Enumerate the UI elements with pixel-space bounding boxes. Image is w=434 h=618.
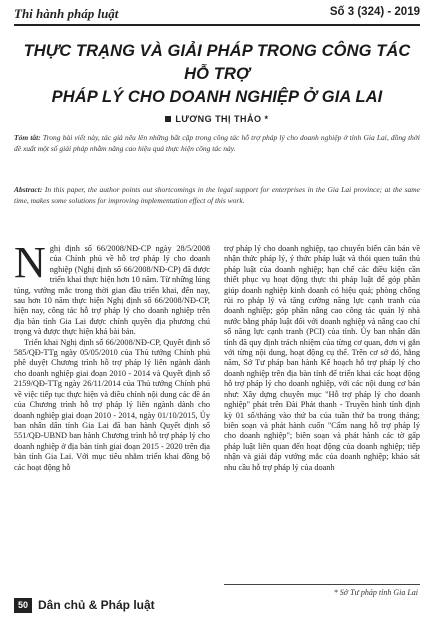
author-line — [14, 114, 420, 124]
article-title — [14, 40, 420, 109]
running-header — [14, 6, 420, 26]
title-line-1: THỰC TRẠNG VÀ GIẢI PHÁP TRONG CÔNG TÁC HỖ TRỢ — [23, 42, 411, 83]
abstract-vi-label: Tóm tắt: — [14, 133, 41, 142]
abstract-en-text: In this paper, the author points out shortcomings in the legal support for enterprises in the Gia Lai province; at the same time, makes some solutions for improving implementation effect of this work. — [14, 185, 420, 205]
abstract-vi-text: Trong bài viết này, tác giả nêu lên những bất cập trong công tác hỗ trợ pháp lý cho doanh nghiệp ở tỉnh Gia Lai, đồng thời đề xuất một số giải pháp nhằm nâng cao hiệu quả thực hiện công tác này. — [14, 133, 420, 153]
body-column-left — [14, 244, 210, 580]
body-paragraph: Triển khai Nghị định số 66/2008/NĐ-CP, Quyết định số 585/QĐ-TTg ngày 05/05/2010 của Thủ tướng Chính phủ phê duyệt Chương trình hỗ trợ pháp lý liên ngành dành cho doanh nghiệp giai đoạn 2010 - 2014 và Quyết định số 2159/QĐ-TTg ngày 26/11/2014 của Thủ tướng Chính phủ về việc tiếp tục thực hiện và điều chỉnh nội dung các đề án của Chương trình hỗ trợ pháp lý liên ngành dành cho doanh nghiệp giai đoạn 2010 - 2014, ngày 01/10/2015, Ủy ban nhân dân tỉnh Gia Lai đã ban hành Quyết định số 551/QĐ-UBND ban hành Chương trình hỗ trợ pháp lý cho doanh nghiệp ở địa bàn tỉnh giai đoạn 2015 - 2020 trên địa bàn tỉnh Gia Lai. Với mục tiêu nhằm triển khai đồng bộ các hoạt động hỗ — [14, 337, 210, 472]
title-line-2: PHÁP LÝ CHO DOANH NGHIỆP Ở GIA LAI — [51, 88, 383, 106]
issue-number: Số 3 (324) - 2019 — [329, 6, 420, 18]
abstract-en-label: Abstract: — [14, 185, 43, 194]
body-column-right — [224, 244, 420, 580]
abstract-english — [14, 185, 420, 206]
page-footer — [14, 598, 210, 614]
body-paragraph: Nghị định số 66/2008/NĐ-CP ngày 28/5/2008 của Chính phủ về hỗ trợ pháp lý cho doanh nghiệp (Nghị định số 66/2008/NĐ-CP) đã được triển khai thực hiện hơn 10 năm. Từ những lúng túng, vướng mắc trong thời gian đầu triển khai, đến nay, sau hơn 10 năm thực hiện Nghị định số 66/2008/NĐ-CP, hiện nay, công tác hỗ trợ pháp lý cho doanh nghiệp trên địa bàn tỉnh Gia Lai được chính quyền địa phương chú trọng và được thực hiện khá bài bản. — [14, 244, 210, 337]
square-bullet-icon — [165, 116, 171, 122]
journal-name: Dân chủ & Pháp luật — [38, 598, 155, 612]
footnote-text: * Sở Tư pháp tỉnh Gia Lai — [333, 588, 418, 597]
author-name: LƯƠNG THỊ THẢO * — [175, 114, 269, 124]
page-number: 50 — [14, 598, 32, 613]
body-paragraph: trợ pháp lý cho doanh nghiệp, tạo chuyển biến căn bản về nhận thức pháp lý, ý thức pháp luật và thói quen tuân thủ pháp luật của doanh nghiệp; hạn chế các điều kiện cần thiết phục vụ hoạt động thực thi pháp luật để góp phần giúp doanh nghiệp kinh doanh có hiệu quả; phòng chống rủi ro pháp lý và tăng cường năng lực cạnh tranh của doanh nghiệp; góp phần nâng cao công tác quản lý nhà nước bằng pháp luật đối với doanh nghiệp và nâng cao chỉ số năng lực cạnh tranh (PCI) của tỉnh. Ủy ban nhân dân tỉnh đã quy định trách nhiệm của từng cơ quan, đơn vị gắn với từng nội dung, hoạt động cụ thể. Trên cơ sở đó, hằng năm, Sở Tư pháp ban hành Kế hoạch hỗ trợ pháp lý cho doanh nghiệp trên địa bàn tỉnh để triển khai các hoạt động hỗ trợ pháp lý cho doanh nghiệp, với các nội dung cơ bản như: Xây dựng chuyên mục "Hỗ trợ pháp lý cho doanh nghiệp" phát trên Đài Phát thanh - Truyền hình tỉnh định kỳ 01 số/tháng vào thứ ba của tuần thứ ba trong tháng; biên soạn và phát hành cuốn "Cẩm nang hỗ trợ pháp lý cho doanh nghiệp"; biên soạn và phát hành các tờ gấp pháp luật liên quan đến hoạt động của doanh nghiệp; tiếp nhận và giải đáp vướng mắc của doanh nghiệp; khảo sát nhu cầu hỗ trợ pháp lý của doanh — [224, 244, 420, 472]
section-name: Thi hành pháp luật — [14, 6, 119, 21]
footnote — [224, 584, 420, 597]
drop-cap: N — [14, 244, 46, 287]
abstract-vietnamese — [14, 133, 420, 154]
